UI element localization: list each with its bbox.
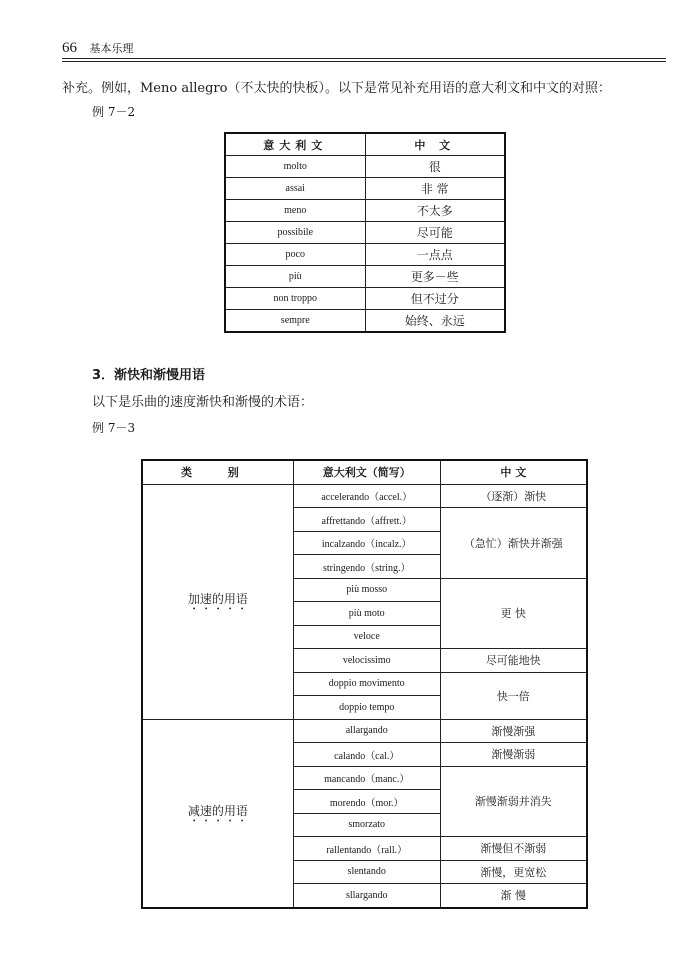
page-number: 66 [62, 40, 77, 56]
intro-paragraph: 补充。例如，Meno allegro（不太快的快板）。以下是常见补充用语的意大利文和中文的对照： [62, 81, 611, 96]
category-decelerate [142, 719, 293, 908]
chinese-cell: 但不过分 [365, 288, 505, 310]
chinese-cell: 渐慢渐弱并消失 [440, 766, 587, 837]
chinese-cell: 一点点 [365, 244, 505, 266]
table-row [225, 200, 505, 222]
italian-cell: incalzando（incalz.） [293, 531, 440, 555]
table-row [225, 266, 505, 288]
italian-cell: doppio tempo [293, 696, 440, 720]
chinese-cell: 渐慢渐弱 [440, 743, 587, 767]
italian-cell: possibile [225, 222, 365, 244]
italian-cell: veloce [293, 625, 440, 649]
header-chinese: 中 文 [440, 460, 587, 484]
header-category: 类 别 [142, 460, 293, 484]
italian-cell: doppio movimento [293, 672, 440, 696]
table-header-row [225, 133, 505, 156]
italian-cell: accelerando（accel.） [293, 484, 440, 508]
table-row [225, 178, 505, 200]
chinese-cell: 不太多 [365, 200, 505, 222]
chinese-cell: 始终、永远 [365, 310, 505, 333]
chinese-cell: 快一倍 [440, 672, 587, 719]
header-italian-abbrev: 意大利文（简写） [293, 460, 440, 484]
table-row [142, 484, 587, 508]
category-accelerate-label: 加速的用语 [187, 592, 248, 606]
italian-cell: sllargando [293, 884, 440, 908]
chinese-cell: 更 快 [440, 578, 587, 649]
italian-chinese-terms-table [224, 132, 506, 333]
header-rule-thick [62, 58, 666, 59]
header-chinese: 中 文 [365, 133, 505, 156]
italian-cell: velocissimo [293, 649, 440, 673]
table-row [225, 244, 505, 266]
chinese-cell: 非 常 [365, 178, 505, 200]
chinese-cell: （急忙）渐快并渐强 [440, 508, 587, 579]
example-label-7-3: 例 7－3 [92, 421, 136, 435]
category-accelerate [142, 484, 293, 719]
chinese-cell: （逐渐）渐快 [440, 484, 587, 508]
tempo-change-terms-table [141, 459, 588, 909]
chinese-cell: 尽可能地快 [440, 649, 587, 673]
section-paragraph: 以下是乐曲的速度渐快和渐慢的术语： [92, 395, 314, 410]
chinese-cell: 更多－些 [365, 266, 505, 288]
section-heading: 3．渐快和渐慢用语 [92, 368, 206, 383]
italian-cell: rallentando（rall.） [293, 837, 440, 861]
italian-cell: affrettando（affrett.） [293, 508, 440, 532]
italian-cell: meno [225, 200, 365, 222]
italian-cell: mancando（manc.） [293, 766, 440, 790]
chinese-cell: 渐慢渐强 [440, 719, 587, 743]
category-decelerate-label: 减速的用语 [187, 803, 248, 818]
italian-cell: morendo（mor.） [293, 790, 440, 814]
italian-cell: più moto [293, 602, 440, 626]
table-row [225, 288, 505, 310]
page-header [62, 40, 666, 56]
running-title: 基本乐理 [89, 42, 134, 55]
italian-cell: smorzato [293, 813, 440, 837]
italian-cell: poco [225, 244, 365, 266]
chinese-cell: 很 [365, 156, 505, 178]
header-italian: 意大利文 [225, 133, 365, 156]
table-row [225, 156, 505, 178]
italian-cell: più mosso [293, 578, 440, 602]
table-row [142, 719, 587, 743]
italian-cell: assai [225, 178, 365, 200]
italian-cell: slentando [293, 860, 440, 884]
italian-cell: calando（cal.） [293, 743, 440, 767]
chinese-cell: 渐慢，更宽松 [440, 860, 587, 884]
table-header-row [142, 460, 587, 484]
italian-cell: molto [225, 156, 365, 178]
italian-cell: stringendo（string.） [293, 555, 440, 579]
example-label-7-2: 例 7－2 [92, 105, 136, 119]
table-row [225, 222, 505, 244]
italian-cell: sempre [225, 310, 365, 333]
chinese-cell: 渐慢但不渐弱 [440, 837, 587, 861]
header-rule-thin [62, 61, 666, 62]
italian-cell: non troppo [225, 288, 365, 310]
chinese-cell: 尽可能 [365, 222, 505, 244]
italian-cell: più [225, 266, 365, 288]
italian-cell: allargando [293, 719, 440, 743]
chinese-cell: 渐 慢 [440, 884, 587, 908]
table-row [225, 310, 505, 333]
